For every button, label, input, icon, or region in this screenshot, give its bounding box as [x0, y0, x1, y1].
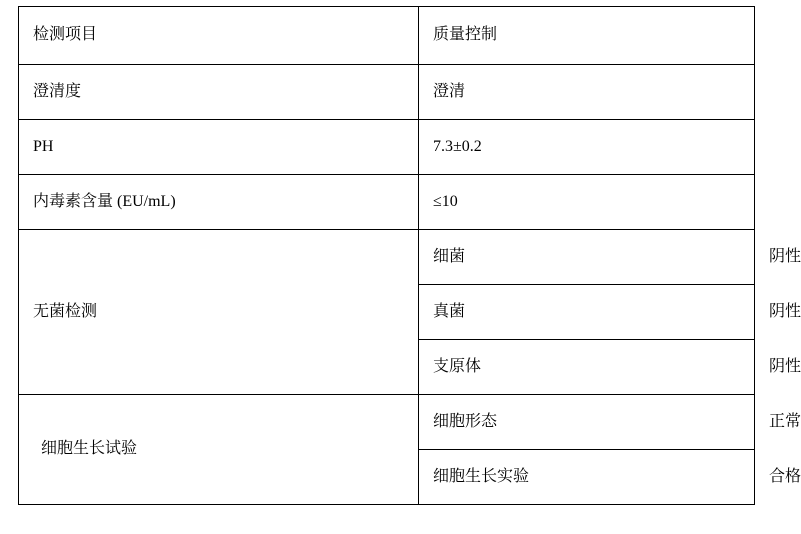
- table-row: [19, 175, 755, 230]
- table-row: 细胞生长试验 细胞形态 正常: [19, 395, 755, 450]
- row-label-clarity: 澄清度: [19, 65, 419, 120]
- sub-label-mycoplasma: 支原体: [419, 340, 755, 395]
- table-body: [19, 7, 801, 505]
- row-label-ph: PH: [19, 120, 419, 175]
- row-value-clarity: 澄清: [419, 65, 755, 120]
- table-row: [19, 120, 755, 175]
- sub-label-fungus: 真菌: [419, 285, 755, 340]
- row-label-endotoxin: 内毒素含量 (EU/mL): [19, 175, 419, 230]
- table-row: 支原体 阴性: [19, 340, 755, 395]
- row-value-ph: 7.3±0.2: [419, 120, 755, 175]
- sub-label-bacteria: 细菌: [419, 230, 755, 285]
- sub-label-cell-morphology: 细胞形态: [419, 395, 755, 450]
- quality-control-table: [18, 6, 801, 505]
- row-value-test-item: 质量控制: [419, 7, 755, 65]
- table-row: 无菌检测 细菌 阴性: [19, 230, 755, 285]
- table-row: 真菌 阴性: [19, 285, 755, 340]
- row-label-test-item: 检测项目: [19, 7, 419, 65]
- table-row: [19, 65, 755, 120]
- row-value-endotoxin: ≤10: [419, 175, 755, 230]
- group-label-sterility: 无菌检测: [19, 230, 419, 395]
- group-label-cell-growth: 细胞生长试验: [19, 395, 419, 505]
- table-row: 细胞生长实验 合格: [19, 450, 755, 505]
- sub-label-cell-growth-test: 细胞生长实验: [419, 450, 755, 505]
- table-row: [19, 7, 755, 65]
